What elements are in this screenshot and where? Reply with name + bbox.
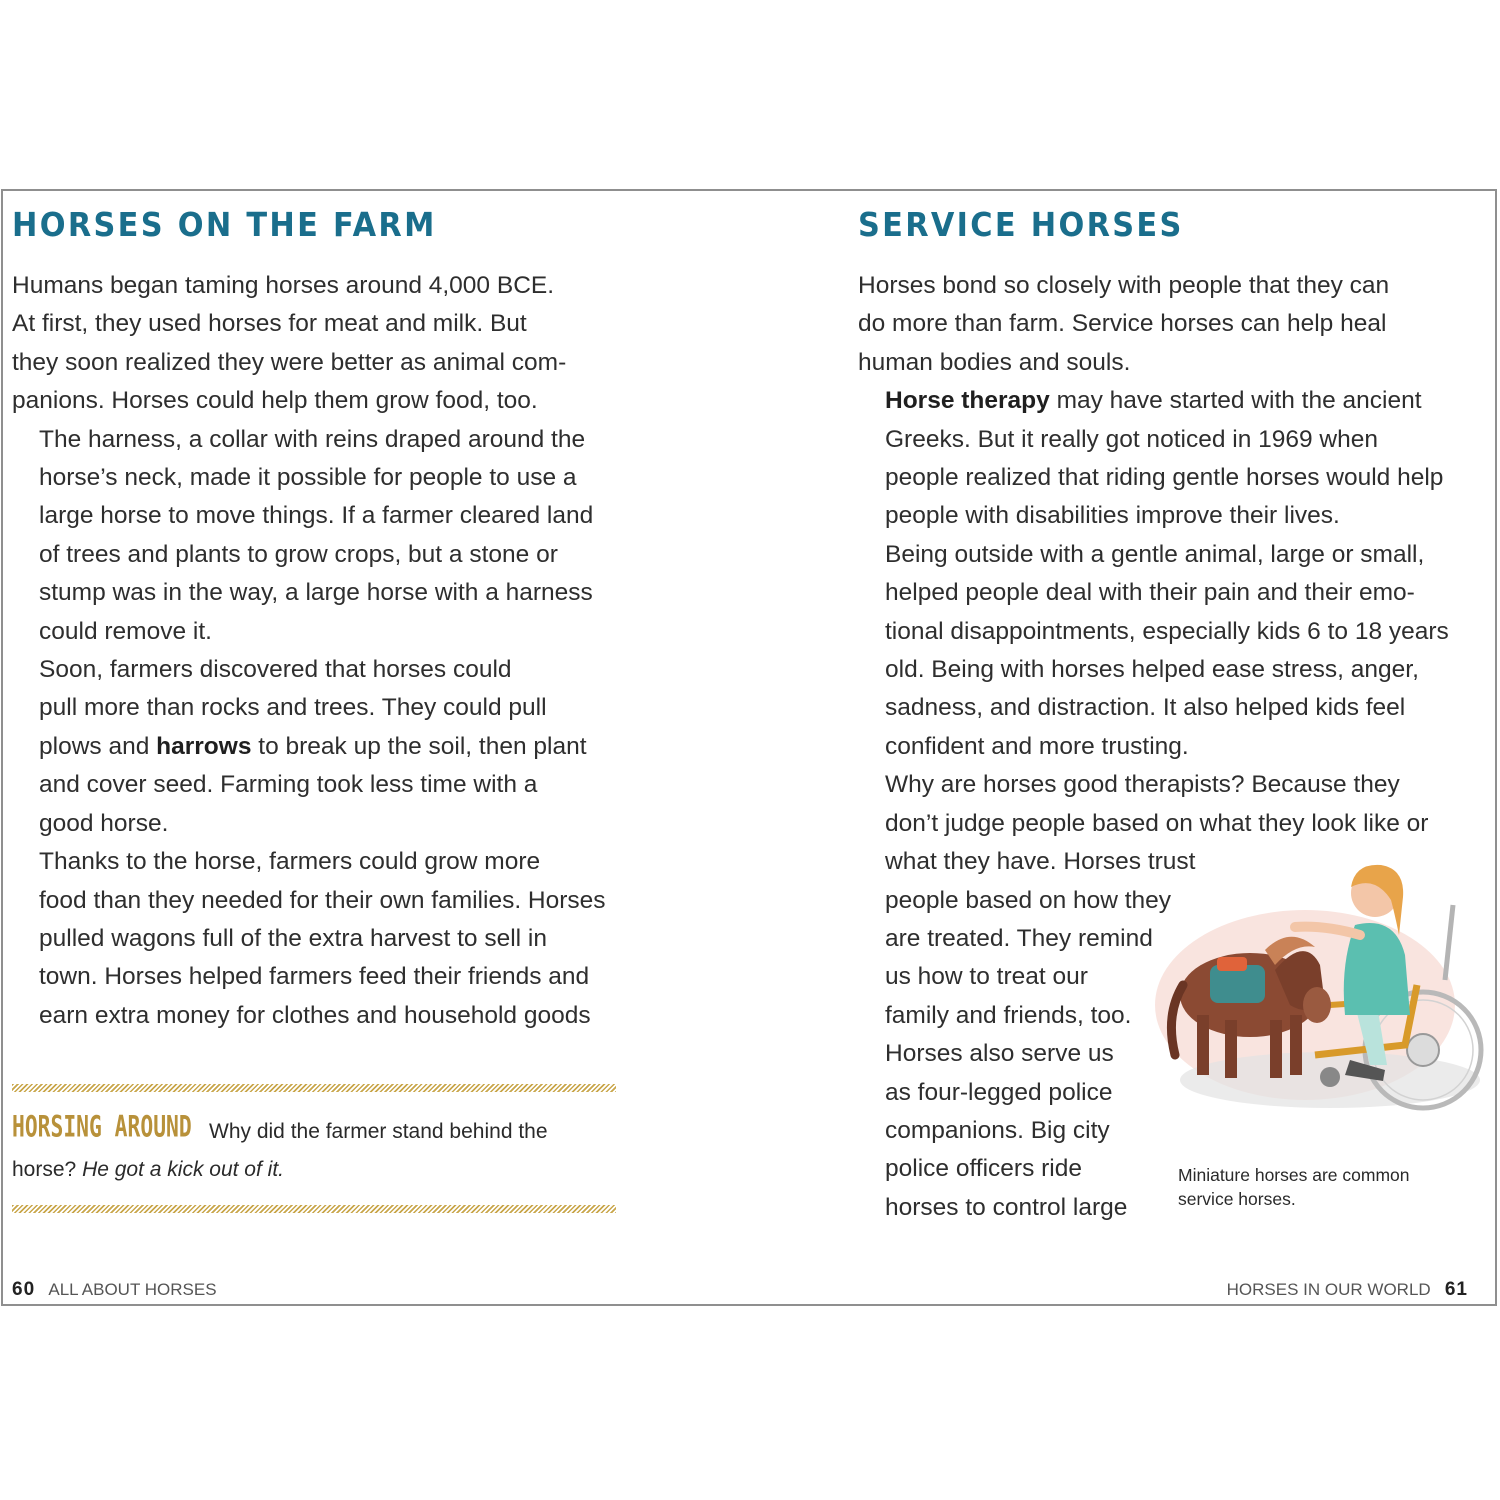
paragraph: Thanks to the horse, farmers could grow more food than they needed for their own families. Horses pulled wagons full of the extra harvest to sell in town. Horses helped farmers feed their friends and earn extra money for clothes and household goods <box>39 848 606 1029</box>
joke-answer: He got a kick out of it. <box>82 1158 284 1181</box>
paragraph: Horses also serve us as four-legged police companions. Big city police officers ride horses to control large <box>885 1040 1128 1221</box>
left-page-body <box>12 267 622 1035</box>
left-page-title: HORSES ON THE FARM <box>12 205 437 244</box>
joke-sidebar <box>12 1084 616 1213</box>
running-head: ALL ABOUT HORSES <box>48 1280 217 1299</box>
paragraph: Humans began taming horses around 4,000 BCE. At first, they used horses for meat and milk. But they soon realized they were better as animal com- panions. Horses could help them grow food, too. <box>12 272 567 415</box>
left-folio <box>12 1279 217 1301</box>
joke-title: HORSING AROUND <box>12 1110 192 1145</box>
illustration-girl-wheelchair-miniature-horse <box>1155 855 1485 1125</box>
page-number: 60 <box>12 1279 36 1300</box>
paragraph: Being outside with a gentle animal, large or small, helped people deal with their pain and their emo- tional disappointments, especially kids 6 to 18 years old. Being with horses helped ease stress, anger, sadness, and distraction. It also helped kids feel confident and more trusting. <box>885 540 1449 760</box>
paragraph: The harness, a collar with reins draped around the horse’s neck, made it possible for people to use a large horse to move things. If a farmer cleared land of trees and plants to grow crops, but a stone or stump was in the way, a large horse with a harness could remove it. <box>39 425 594 645</box>
page-number: 61 <box>1444 1279 1468 1300</box>
joke-question: Why did the farmer stand behind the horse? <box>12 1120 548 1181</box>
paragraph: Why are horses good therapists? Because they don’t judge people based on what they look like or what they have. Horses trust people based on how they are treated. They remind us how to treat our family and friends, too. <box>885 771 1429 1029</box>
right-folio <box>1227 1279 1468 1301</box>
joke-text <box>12 1092 616 1205</box>
running-head: HORSES IN OUR WORLD <box>1226 1280 1431 1299</box>
paragraph: Horses bond so closely with people that they can do more than farm. Service horses can help heal human bodies and souls. <box>858 272 1390 376</box>
illustration-caption: Miniature horses are common service horses. <box>1178 1165 1410 1209</box>
glossary-term: Horse therapy <box>885 387 1050 415</box>
paragraph: Soon, farmers discovered that horses could pull more than rocks and trees. They could pull plows and harrows to break up the soil, then plant and cover seed. Farming took less time with a good horse. <box>39 656 587 837</box>
left-page <box>12 191 622 1304</box>
book-spread <box>1 189 1497 1306</box>
hatch-divider-bottom <box>12 1205 616 1213</box>
right-page <box>858 191 1468 1304</box>
right-page-title: SERVICE HORSES <box>858 205 1184 244</box>
paragraph: Horse therapy may have started with the ancient Greeks. But it really got noticed in 1969 when people realized that riding gentle horses would help people with disabilities improve their lives. <box>885 387 1444 530</box>
hatch-divider-top <box>12 1084 616 1092</box>
glossary-term: harrows <box>156 732 252 760</box>
